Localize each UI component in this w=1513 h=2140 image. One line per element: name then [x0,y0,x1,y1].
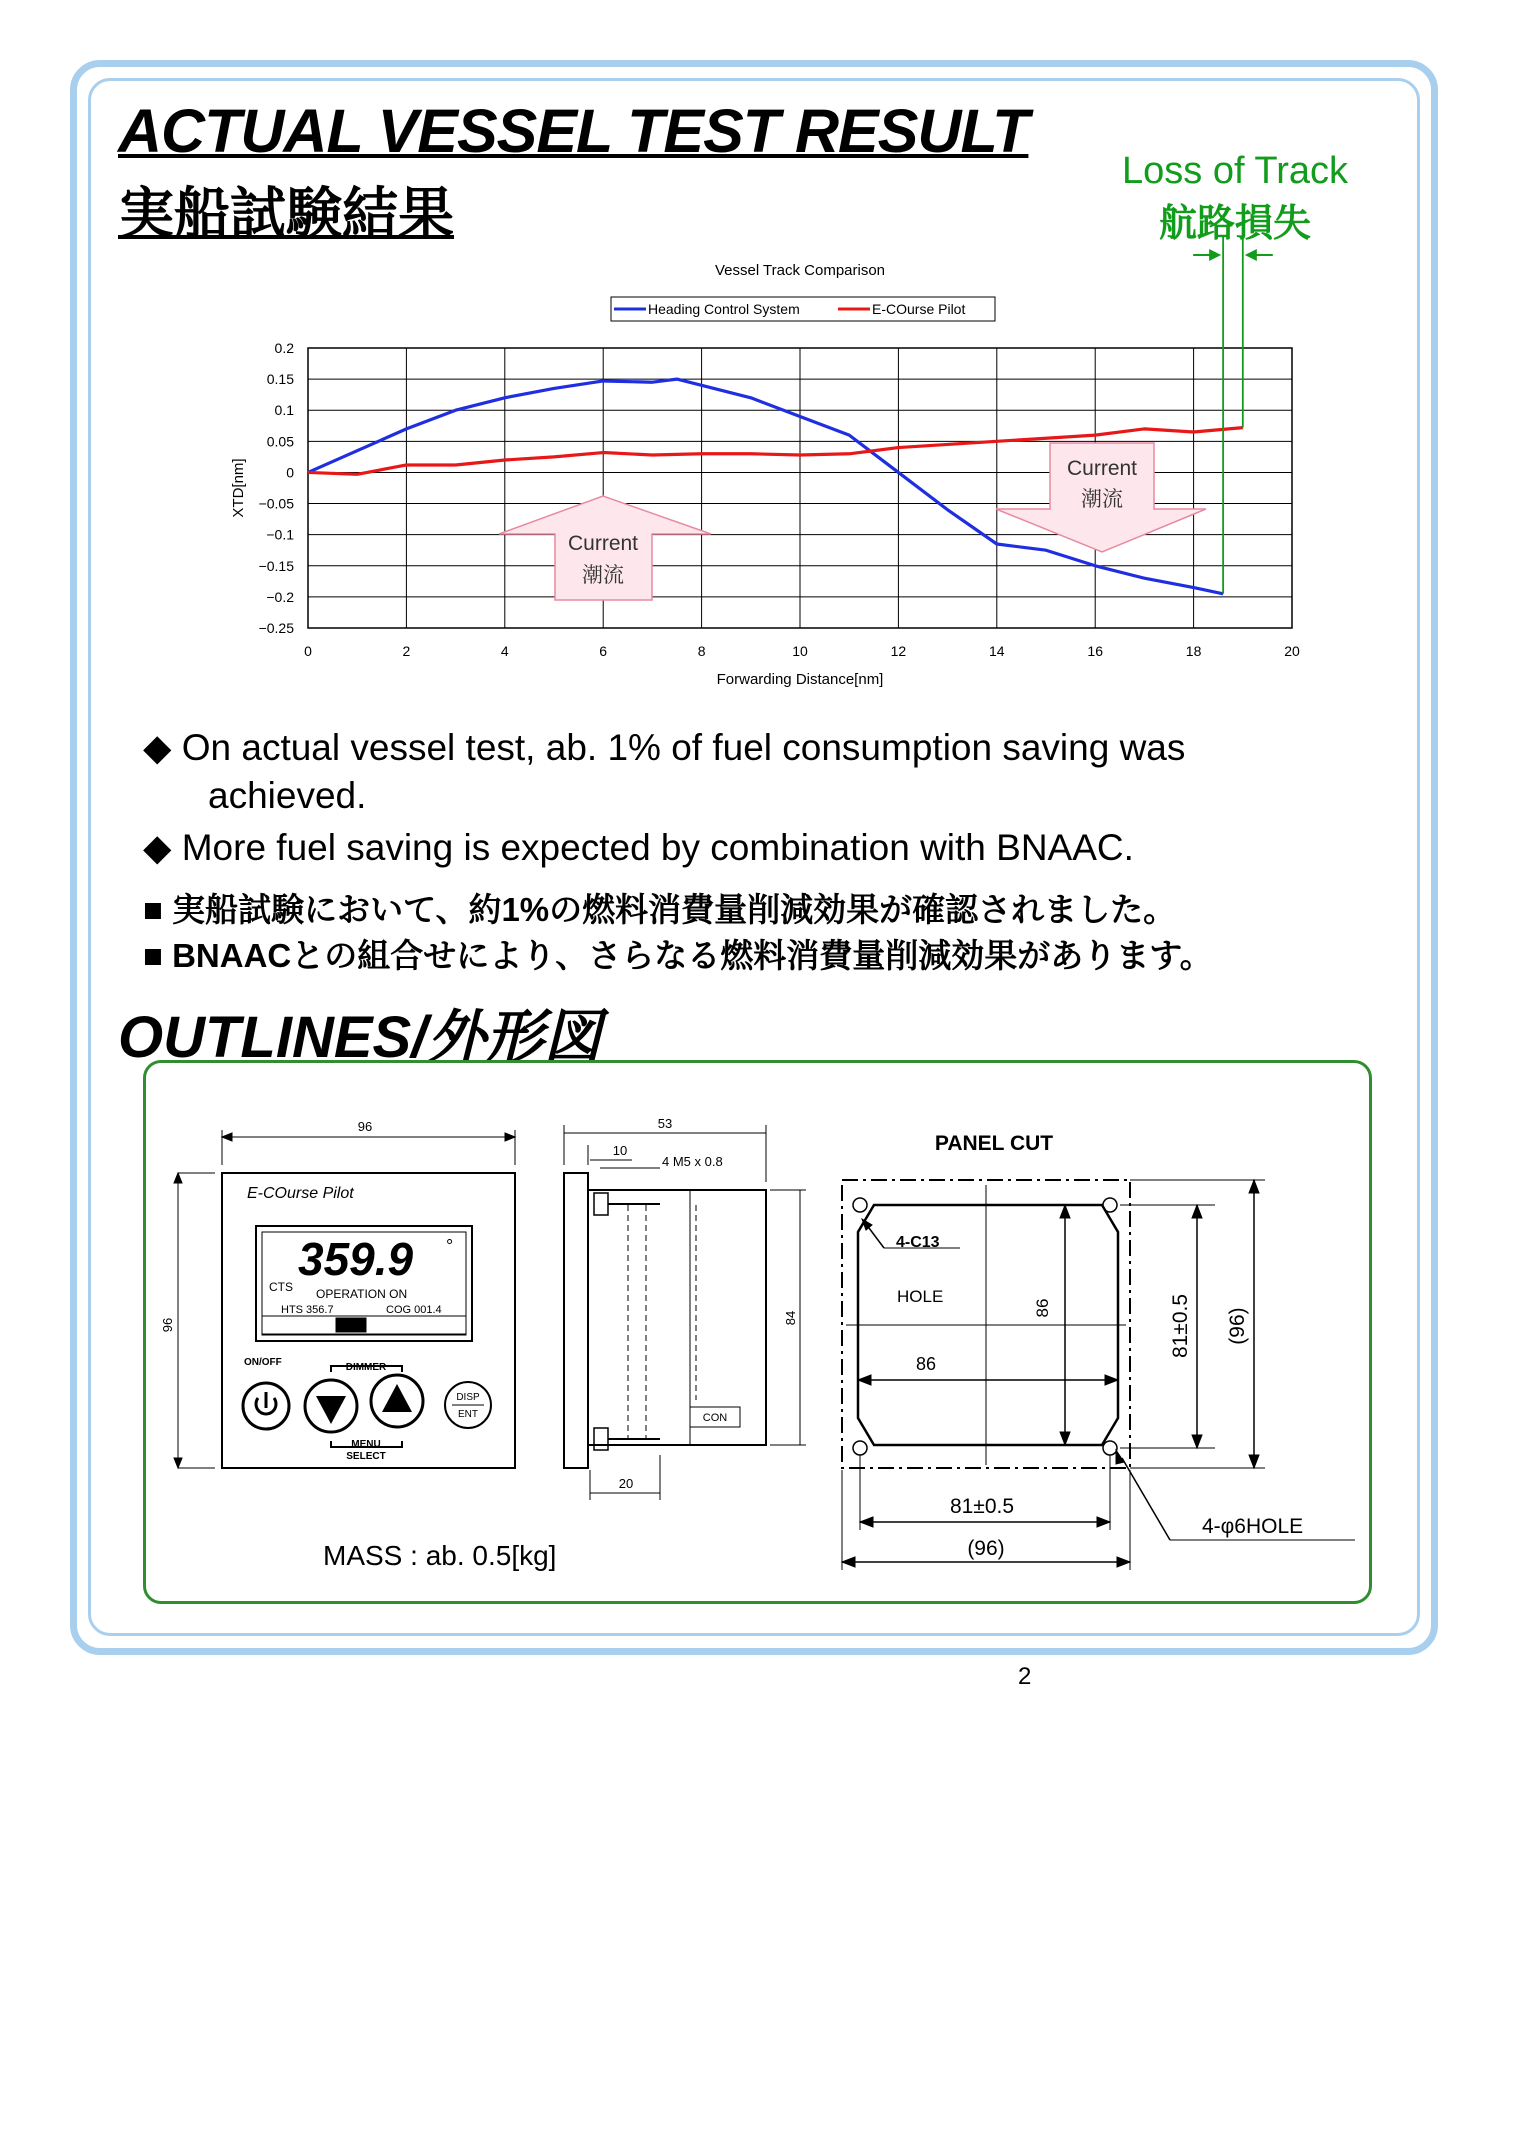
y-tick-label: −0.05 [258,495,294,512]
front-height-dim: 96 [160,1317,175,1333]
legend-entry-1: Heading Control System [648,301,800,317]
bullet-fuel-saving: ◆ On actual vessel test, ab. 1% of fuel consumption saving was [143,727,1186,768]
inner-width-dim: 86 [915,1354,937,1374]
x-tick-label: 4 [500,643,509,659]
hole-label: HOLE [897,1287,944,1306]
bullet-fuel-saving-japanese: ■ 実船試験において、約1%の燃料消費量削減効果が確認されました。 [143,891,1177,928]
y-tick-label: −0.2 [266,588,294,605]
dimmer-label: DIMMER [345,1362,387,1373]
outer-horizontal-dim: (96) [967,1537,1005,1560]
current-label-right-japanese: 潮流 [1081,488,1123,511]
ent-label: ENT [458,1409,478,1420]
bullet-bnaac: ◆ More fuel saving is expected by combination with BNAAC. [143,827,1134,868]
y-tick-label: −0.25 [258,620,294,636]
inner-height-dim: 86 [1033,1298,1052,1318]
legend-entry-2: E-COurse Pilot [872,301,966,317]
degree-symbol: ° [446,1236,454,1256]
x-tick-label: 8 [697,643,706,659]
y-tick-label: −0.1 [266,526,294,543]
loss-of-track-label: Loss of Track [1122,150,1348,192]
current-label-left-japanese: 潮流 [582,564,624,587]
front-view-labels [160,1119,480,1462]
heading-display-value: 359.9 [298,1233,414,1285]
menu-label: MENU [351,1439,381,1450]
outlines-title: OUTLINES/外形図 [118,1005,602,1070]
operation-status: OPERATION ON [316,1287,408,1301]
loss-of-track-label-japanese: 航路損失 [1158,203,1311,245]
y-tick-label: 0 [286,464,294,481]
pitch-horizontal-dim: 81±0.5 [949,1495,1015,1518]
panel-cut-labels [896,1132,1303,1560]
page-number: 2 [1018,1663,1032,1690]
x-tick-label: 18 [1185,643,1202,659]
side-view [564,1125,806,1500]
y-axis-label: XTD[nm] [230,458,247,518]
y-tick-label: −0.15 [258,557,294,574]
x-tick-label: 16 [1087,643,1103,659]
mount-holes-spec: 4-φ6HOLE [1202,1515,1304,1538]
x-axis-label: Forwarding Distance[nm] [716,671,884,688]
bullet-bnaac-japanese: ■ BNAACとの組合せにより、さらなる燃料消費量削減効果があります。 [143,937,1213,974]
chart-title: Vessel Track Comparison [714,262,886,279]
side-depth-dim: 53 [657,1116,673,1131]
outer-vertical-dim: (96) [1226,1307,1249,1345]
panel-cut-title: PANEL CUT [934,1132,1054,1155]
pitch-vertical-dim: 81±0.5 [1169,1293,1192,1359]
y-tick-label: 0.05 [266,433,294,450]
select-label: SELECT [346,1451,386,1462]
x-tick-label: 2 [402,643,411,659]
x-tick-label: 6 [599,643,608,659]
page-title: ACTUAL VESSEL TEST RESULT [118,97,1029,165]
screw-spec: 4 M5 x 0.8 [662,1154,723,1169]
corner-spec: 4-C13 [896,1234,940,1251]
connector-label: CON [702,1412,728,1424]
current-label-right: Current [1066,457,1138,480]
page-title-japanese: 実船試験結果 [118,182,454,245]
current-label-left: Current [567,532,639,555]
device-brand: E-COurse Pilot [247,1185,354,1202]
on-off-label: ON/OFF [244,1357,282,1368]
x-tick-label: 12 [890,643,907,659]
side-view-labels [613,1116,798,1491]
bullet-fuel-saving-cont: achieved. [208,775,367,816]
hts-readout: HTS 356.7 [281,1304,334,1316]
side-bottom-dim: 20 [618,1476,634,1491]
front-width-dim: 96 [357,1119,373,1134]
disp-label: DISP [456,1392,480,1403]
cog-readout: COG 001.4 [386,1304,442,1316]
x-tick-label: 20 [1284,643,1300,659]
x-tick-label: 0 [304,643,312,659]
mass-label: MASS : ab. 0.5[kg] [323,1540,557,1571]
y-tick-label: 0.15 [266,371,294,388]
y-tick-label: 0.2 [274,340,294,356]
y-tick-label: 0.1 [274,402,294,419]
x-tick-label: 14 [989,643,1005,659]
side-flange-dim: 10 [612,1143,628,1158]
cts-label: CTS [269,1280,293,1294]
side-height-dim: 84 [783,1310,798,1326]
x-tick-label: 10 [792,643,808,659]
